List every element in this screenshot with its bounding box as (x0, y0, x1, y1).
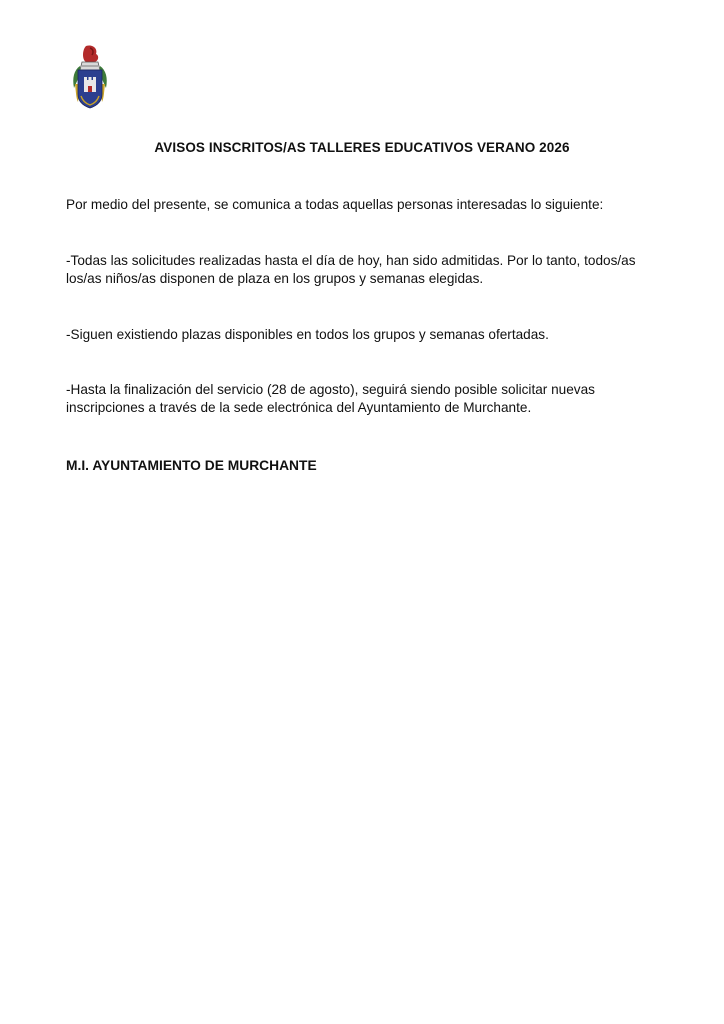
signature-line: M.I. AYUNTAMIENTO DE MURCHANTE (66, 458, 317, 473)
notice-point-1: -Todas las solicitudes realizadas hasta el día de hoy, han sido admitidas. Por lo tanto, todos/as los/as niños/as disponen de plaza en los grupos y semanas elegidas. (66, 253, 636, 286)
notice-title: AVISOS INSCRITOS/AS TALLERES EDUCATIVOS VERANO 2026 (154, 140, 570, 155)
coat-of-arms-icon (70, 44, 110, 110)
intro-paragraph: Por medio del presente, se comunica a todas aquellas personas interesadas lo siguiente: (66, 197, 604, 212)
notice-point-2: -Siguen existiendo plazas disponibles en todos los grupos y semanas ofertadas. (66, 327, 549, 342)
notice-point-3: -Hasta la finalización del servicio (28 de agosto), seguirá siendo posible solicitar nuevas inscripciones a través de la sede electrónica del Ayuntamiento de Murchante. (66, 382, 595, 415)
